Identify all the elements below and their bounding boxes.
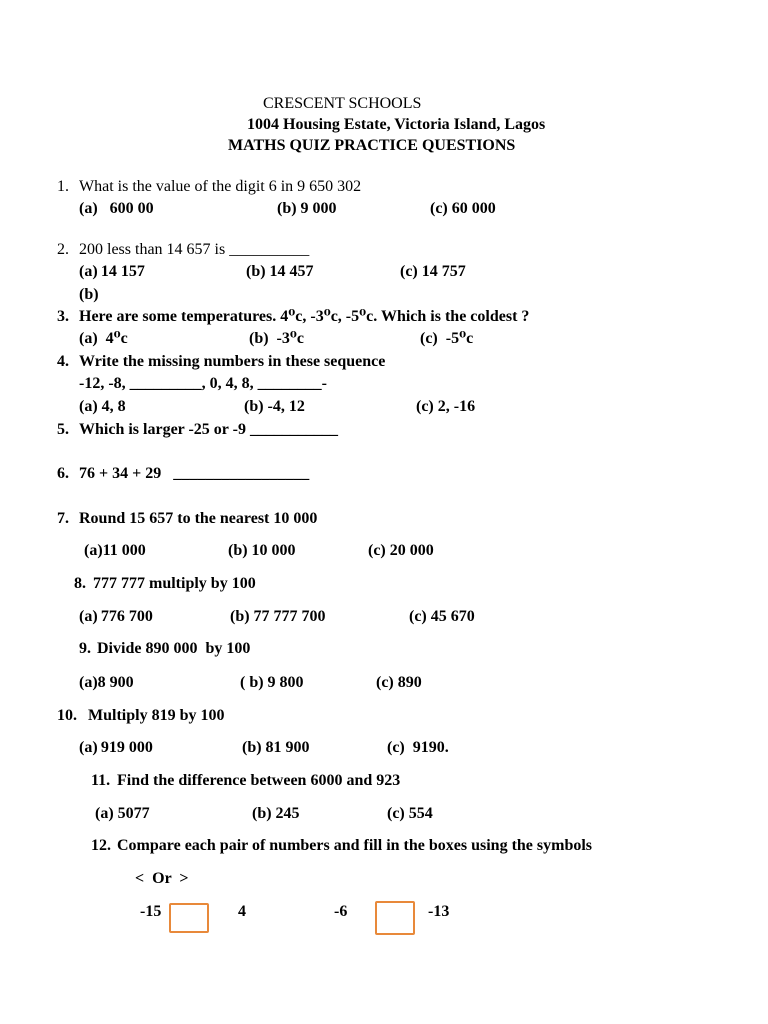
q11-option-c: (c) 554 [387, 805, 433, 822]
q5-text: Which is larger -25 or -9 ___________ [79, 421, 338, 438]
q9-option-c: (c) 890 [376, 674, 422, 691]
q4-option-a: (a) 4, 8 [79, 398, 126, 415]
q11-text: Find the difference between 6000 and 923 [117, 772, 401, 789]
school-name: CRESCENT SCHOOLS [263, 95, 422, 112]
q12-pair2-left: -6 [334, 903, 348, 920]
q1-option-c: (c) 60 000 [430, 200, 496, 217]
q8-option-a: (a) 776 700 [79, 608, 153, 625]
q2-extra-label: (b) [79, 286, 99, 303]
q4-option-b: (b) -4, 12 [244, 398, 305, 415]
q10-number: 10. [57, 707, 77, 724]
q12-pair1-answer-box[interactable] [169, 903, 209, 933]
q9-text: Divide 890 000 by 100 [97, 640, 251, 657]
q2-text: 200 less than 14 657 is __________ [79, 241, 310, 258]
q6-text: 76 + 34 + 29 _________________ [79, 465, 310, 482]
q7-number: 7. [57, 510, 69, 527]
q8-option-c: (c) 45 670 [409, 608, 475, 625]
q9-option-a: (a)8 900 [79, 674, 134, 691]
q12-symbols: < Or > [135, 870, 189, 887]
q7-option-a: (a)11 000 [84, 542, 146, 559]
q2-option-b: (b) 14 457 [246, 263, 314, 280]
q1-text: What is the value of the digit 6 in 9 650 302 [79, 178, 362, 195]
q11-number: 11. [91, 772, 111, 789]
school-address: 1004 Housing Estate, Victoria Island, Lagos [247, 116, 546, 133]
q2-number: 2. [57, 241, 69, 258]
q5-number: 5. [57, 421, 69, 438]
q7-option-b: (b) 10 000 [228, 542, 296, 559]
q3-option-c: (c) -5⁰c [420, 330, 474, 347]
q12-pair1-right: 4 [238, 903, 246, 920]
q7-text: Round 15 657 to the nearest 10 000 [79, 510, 318, 527]
q12-number: 12. [91, 837, 111, 854]
q8-option-b: (b) 77 777 700 [230, 608, 326, 625]
q9-number: 9. [79, 640, 91, 657]
q3-text: Here are some temperatures. 4⁰c, -3⁰c, -5⁰c. Which is the coldest ? [79, 308, 530, 325]
q1-option-a: (a) 600 00 [79, 200, 154, 217]
q2-option-a: (a) 14 157 [79, 263, 145, 280]
q10-option-c: (c) 9190. [387, 739, 449, 756]
q12-text: Compare each pair of numbers and fill in the boxes using the symbols [117, 837, 593, 854]
q10-option-a: (a) 919 000 [79, 739, 153, 756]
q8-number: 8. [74, 575, 86, 592]
q4-text: Write the missing numbers in these sequence [79, 353, 386, 370]
q10-text: Multiply 819 by 100 [88, 707, 225, 724]
q12-pair2-answer-box[interactable] [375, 901, 415, 935]
q6-number: 6. [57, 465, 69, 482]
q4-option-c: (c) 2, -16 [416, 398, 476, 415]
q11-option-a: (a) 5077 [95, 805, 150, 822]
quiz-title: MATHS QUIZ PRACTICE QUESTIONS [228, 137, 516, 154]
q3-option-a: (a) 4⁰c [79, 330, 128, 347]
q4-sequence: -12, -8, _________, 0, 4, 8, ________- [79, 375, 327, 392]
q12-pair2-right: -13 [428, 903, 450, 920]
q8-text: 777 777 multiply by 100 [93, 575, 256, 592]
q3-option-b: (b) -3⁰c [249, 330, 304, 347]
q3-number: 3. [57, 308, 69, 325]
q10-option-b: (b) 81 900 [242, 739, 310, 756]
q1-option-b: (b) 9 000 [277, 200, 337, 217]
q1-number: 1. [57, 178, 69, 195]
q12-pair1-left: -15 [140, 903, 162, 920]
q2-option-c: (c) 14 757 [400, 263, 466, 280]
q4-number: 4. [57, 353, 69, 370]
q7-option-c: (c) 20 000 [368, 542, 434, 559]
q9-option-b: ( b) 9 800 [240, 674, 304, 691]
q11-option-b: (b) 245 [252, 805, 300, 822]
